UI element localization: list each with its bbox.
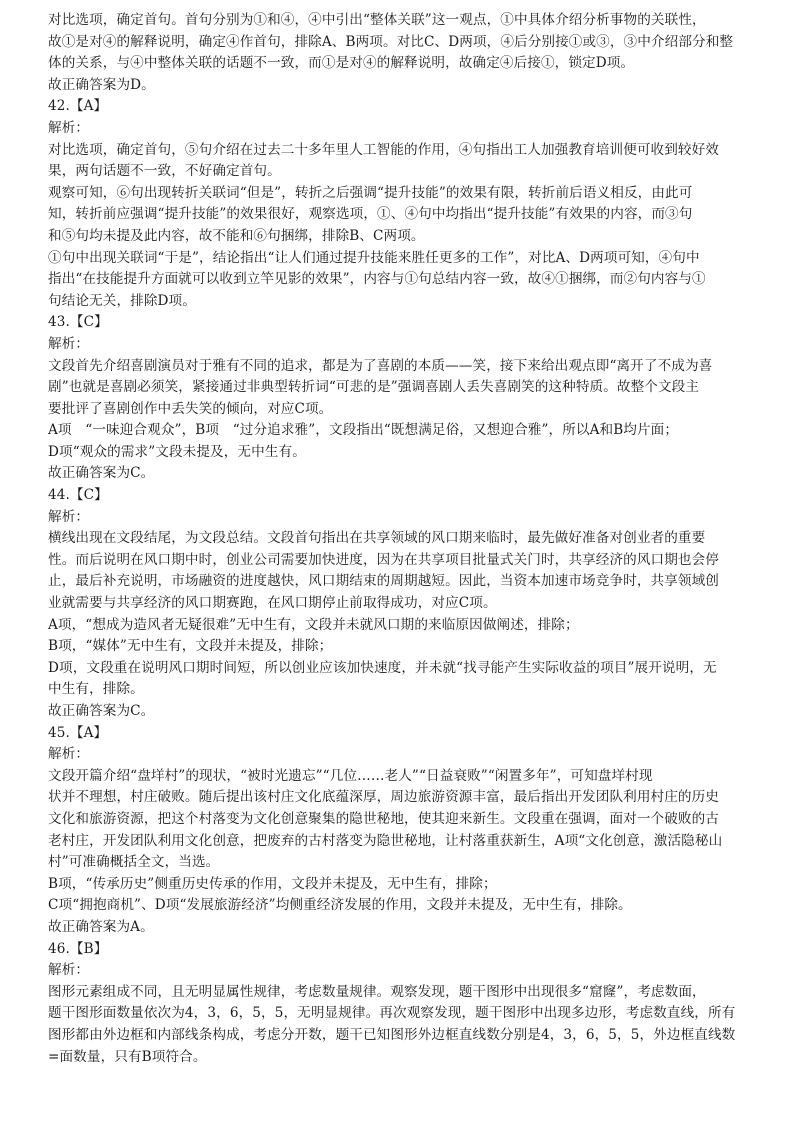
text-line: 图形元素组成不同，且无明显属性规律，考虑数量规律。观察发现，题干图形中出现很多“窟窿”，考虑数面， — [48, 983, 706, 1000]
question-label-45: 45.【A】 — [48, 724, 108, 741]
analysis-heading: 解析： — [48, 335, 90, 352]
text-line: 指出“在技能提升方面就可以收到立竿见影的效果”，内容与①句总结内容一致，故④①捆绑，而②句内容与① — [48, 271, 706, 288]
text-line: B项，“媒体”无中生有，文段并未提及，排除； — [48, 638, 333, 655]
explanation-document — [48, 10, 760, 1068]
question-label-44: 44.【C】 — [48, 487, 108, 504]
question-label-43: 43.【C】 — [48, 314, 108, 331]
text-line: 对比选项，确定首句，⑤句介绍在过去二十多年里人工智能的作用，④句指出工人加强教育培训便可收到较好效 — [48, 141, 719, 158]
text-line: 句结论无关，排除D项。 — [48, 292, 196, 309]
text-line: 文段开篇介绍“盘垟村”的现状，“被时光遗忘”“几位……老人”“日益衰败”“闲置多年”，可知盘垟村现 — [48, 767, 653, 784]
text-line: D项，文段重在说明风口期时间短，所以创业应该加快速度，并未就“找寻能产生实际收益的项目”展开说明，无 — [48, 659, 717, 676]
answer-line: 故正确答案为C。 — [48, 703, 155, 719]
text-line: 村”可准确概括全文，当选。 — [48, 854, 220, 871]
text-line: 要批评了喜剧创作中丢失笑的倾向，对应C项。 — [48, 400, 333, 417]
text-line: B项，“传承历史”侧重历史传承的作用，文段并未提及，无中生有，排除； — [48, 875, 497, 892]
answer-line: 故正确答案为D。 — [48, 76, 155, 93]
text-line: 体的关系，与④中整体关联的话题不一致，而①是对④的解释说明，故确定④后接①，锁定D项。 — [48, 55, 635, 72]
text-line: C项“拥抱商机”、D项“发展旅游经济”均侧重经济发展的作用，文段并未提及，无中生有，排除。 — [48, 897, 632, 914]
text-line: 和⑤句均未提及此内容，故不能和⑥句捆绑，排除B、C两项。 — [48, 227, 425, 244]
text-line: 文化和旅游资源，把这个村落变为文化创意聚集的隐世秘地，使其迎来新生。文段重在强调，面对一个破败的古 — [48, 810, 719, 827]
text-line: 状并不理想，村庄破败。随后提出该村庄文化底蕴深厚，周边旅游资源丰富，最后指出开发团队利用村庄的历史 — [48, 789, 719, 806]
text-line: =面数量，只有B项符合。 — [48, 1048, 207, 1065]
text-line: ①句中出现关联词“于是”，结论指出“让人们通过提升技能来胜任更多的工作”，对比A、D两项可知，④句中 — [48, 249, 700, 266]
analysis-heading: 解析： — [48, 119, 90, 136]
analysis-heading: 解析： — [48, 962, 90, 979]
text-line: 老村庄，开发团队利用文化创意，把废弃的古村落变为隐世秘地，让村落重获新生，A项“文化创意，激活隐秘山 — [48, 832, 723, 849]
text-line: 中生有，排除。 — [48, 681, 144, 698]
text-line: 止，最后补充说明，市场融资的进度越快，风口期结束的周期越短。因此，当资本加速市场竞争时，共享领域创 — [48, 573, 719, 590]
text-line: 果，两句话题不一致，不好确定首句。 — [48, 163, 281, 180]
text-line: 对比选项，确定首句。首句分别为①和④，④中引出“整体关联”这一观点，①中具体介绍分析事物的关联性， — [48, 12, 706, 28]
analysis-heading: 解析： — [48, 746, 90, 763]
question-label-46: 46.【B】 — [48, 940, 108, 957]
text-line: 剧”也就是喜剧必须笑，紧接通过非典型转折词“可悲的是”强调喜剧人丢失喜剧笑的这种特质。故整个文段主 — [48, 379, 700, 396]
question-label-42: 42.【A】 — [48, 98, 108, 115]
text-line: A项 “一味迎合观众”，B项 “过分追求雅”，文段指出“既想满足俗，又想迎合雅”，所以A和B均片面； — [48, 422, 679, 439]
analysis-heading: 解析： — [48, 508, 90, 525]
text-line: 观察可知，⑥句出现转折关联词“但是”，转折之后强调“提升技能”的效果有限，转折前后语义相反，由此可 — [48, 184, 693, 201]
text-line: A项，“想成为造风者无疑很难”无中生有，文段并未就风口期的来临原因做阐述，排除； — [48, 616, 579, 633]
text-line: 知，转折前应强调“提升技能”的效果很好，观察选项，①、④句中均指出“提升技能”有效果的内容，而③句 — [48, 206, 693, 223]
text-line: 故①是对④的解释说明，确定④作首句，排除A、B两项。对比C、D两项，④后分别接①或③，③中介绍部分和整 — [48, 33, 734, 50]
text-line: 横线出现在文段结尾，为文段总结。文段首句指出在共享领域的风口期来临时，最先做好准备对创业者的重要 — [48, 530, 706, 547]
text-line: 性。而后说明在风口期中时，创业公司需要加快进度，因为在共享项目批量式关门时，共享经济的风口期也会停 — [48, 551, 719, 568]
answer-line: 故正确答案为A。 — [48, 918, 154, 935]
text-line: 题干图形面数量依次为4，3，6，5，5，无明显规律。再次观察发现，题干图形中出现多边形，考虑数直线，所有 — [48, 1005, 736, 1022]
answer-line: 故正确答案为C。 — [48, 465, 155, 482]
text-line: 图形都由外边框和内部线条构成，考虑分开数，题干已知图形外边框直线数分别是4，3，6，5，5，外边框直线数 — [48, 1026, 736, 1043]
text-line: D项“观众的需求”文段未提及，无中生有。 — [48, 443, 306, 460]
text-line: 业就需要与共享经济的风口期赛跑，在风口期停止前取得成功，对应C项。 — [48, 595, 497, 612]
text-line: 文段首先介绍喜剧演员对于雅有不同的追求，都是为了喜剧的本质——笑，接下来给出观点即“离开了不成为喜 — [48, 357, 713, 374]
